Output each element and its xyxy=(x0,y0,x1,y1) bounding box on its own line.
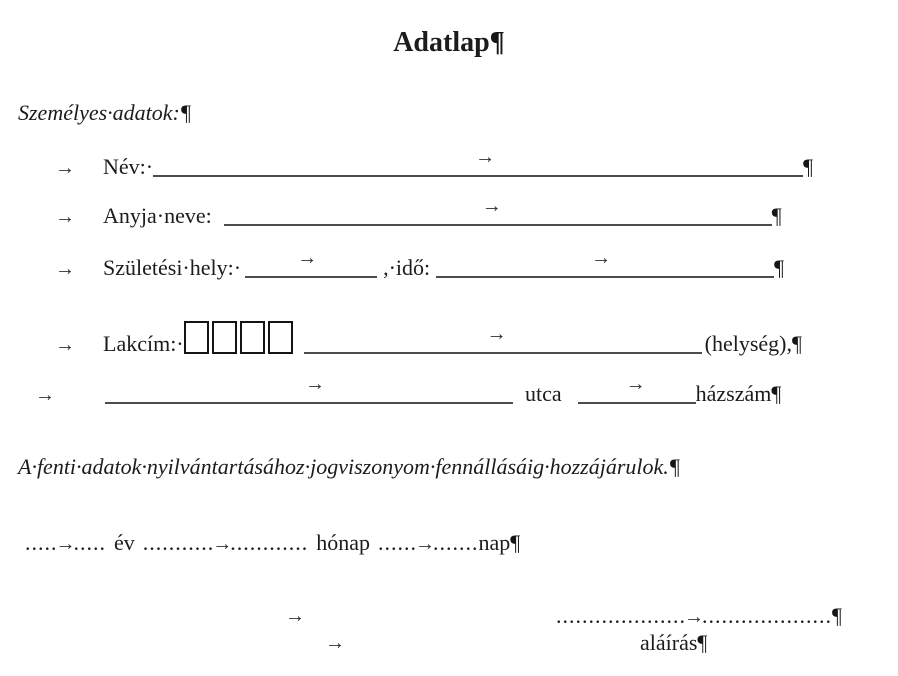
tab-arrow-icon: → xyxy=(55,258,75,280)
tab-arrow-icon: → xyxy=(415,533,436,555)
house-number-label: házszám xyxy=(695,381,772,406)
form-row-name xyxy=(55,146,814,183)
pilcrow-mark: ¶ xyxy=(771,381,782,406)
tab-arrow-icon: → xyxy=(297,247,318,269)
form-row-mother-name xyxy=(55,195,782,232)
mother-name-fill-line[interactable] xyxy=(224,195,772,226)
tab-arrow-icon: → xyxy=(475,146,496,168)
form-row-address xyxy=(55,318,802,360)
pilcrow-mark: ¶ xyxy=(803,154,814,179)
postal-digit-box[interactable] xyxy=(212,321,237,354)
heading-text: Személyes·adatok: xyxy=(18,100,180,125)
address-field-label: Lakcím:· xyxy=(103,331,184,356)
pilcrow-mark: ¶ xyxy=(179,100,192,125)
name-field-label: Név:· xyxy=(103,154,154,179)
dot-leader: ...... xyxy=(378,530,418,555)
dot-leader: ........... xyxy=(142,530,215,555)
year-label: év xyxy=(114,530,135,555)
pilcrow-mark: ¶ xyxy=(771,203,782,228)
street-fill-line[interactable] xyxy=(105,373,513,404)
pilcrow-mark: ¶ xyxy=(489,27,505,58)
pilcrow-mark: ¶ xyxy=(774,255,785,280)
postal-code-boxes[interactable] xyxy=(184,321,296,354)
dot-leader: .................... xyxy=(702,603,832,628)
name-fill-line[interactable] xyxy=(153,146,803,177)
pilcrow-mark: ¶ xyxy=(697,630,708,655)
tab-arrow-icon: → xyxy=(285,605,305,627)
tab-arrow-icon: → xyxy=(305,373,325,395)
dot-leader: ............ xyxy=(230,530,309,555)
birth-place-field-label: Születési·hely:· xyxy=(103,255,242,280)
birth-place-fill-line[interactable] xyxy=(245,247,377,278)
signature-caption xyxy=(640,628,707,658)
tab-arrow-icon: → xyxy=(55,334,75,356)
signature-tab-2 xyxy=(325,628,345,658)
tab-arrow-icon: → xyxy=(55,206,75,228)
tab-arrow-icon: → xyxy=(684,606,704,628)
date-line xyxy=(25,528,520,559)
birth-date-fill-line[interactable] xyxy=(436,247,774,278)
section-heading xyxy=(18,98,191,128)
page-title xyxy=(0,26,898,60)
pilcrow-mark: ¶ xyxy=(832,603,842,628)
month-label: hónap xyxy=(316,530,371,555)
city-fill-line[interactable] xyxy=(304,323,702,354)
title-text: Adatlap xyxy=(393,27,490,58)
tab-arrow-icon: → xyxy=(481,195,502,217)
pilcrow-mark: ¶ xyxy=(668,454,681,479)
house-number-fill-line[interactable] xyxy=(578,373,696,404)
form-row-street xyxy=(35,373,782,410)
city-suffix-label: (helység), xyxy=(704,331,792,356)
birth-date-field-label: ,·idő: xyxy=(383,255,431,280)
pilcrow-mark: ¶ xyxy=(510,530,521,555)
tab-arrow-icon: → xyxy=(625,373,646,395)
tab-arrow-icon: → xyxy=(591,247,612,269)
dot-leader: ....... xyxy=(433,530,479,555)
tab-arrow-icon: → xyxy=(55,533,76,555)
tab-arrow-icon: → xyxy=(486,323,507,345)
signature-label: aláírás xyxy=(640,630,698,655)
signature-tab-1 xyxy=(285,601,305,631)
postal-digit-box[interactable] xyxy=(268,321,293,354)
postal-digit-box[interactable] xyxy=(240,321,265,354)
form-row-birth xyxy=(55,247,785,284)
dot-leader: .................... xyxy=(556,603,686,628)
dot-leader: ..... xyxy=(25,530,58,555)
tab-arrow-icon: → xyxy=(212,533,233,555)
day-label: nap xyxy=(478,530,511,555)
consent-text: A·fenti·adatok·nyilvántartásához·jogviszonyom·fennállásáig·hozzájárulok. xyxy=(18,454,669,479)
consent-statement xyxy=(18,452,680,482)
street-suffix-label: utca xyxy=(525,381,562,406)
mother-name-field-label: Anyja·neve: xyxy=(103,203,212,228)
tab-arrow-icon: → xyxy=(325,632,345,654)
pilcrow-mark: ¶ xyxy=(792,331,802,356)
tab-arrow-icon: → xyxy=(35,384,55,406)
tab-arrow-icon: → xyxy=(55,157,75,179)
postal-digit-box[interactable] xyxy=(184,321,209,354)
dot-leader: ..... xyxy=(73,530,106,555)
